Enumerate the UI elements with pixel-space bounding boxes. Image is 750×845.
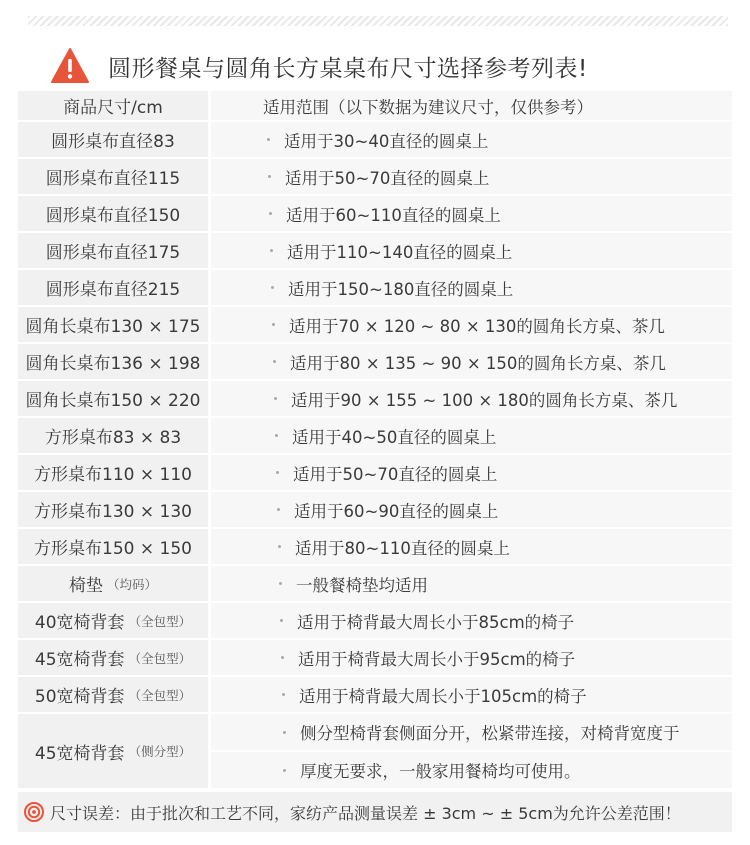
size-note: （全包型） (128, 687, 192, 703)
table-row (18, 159, 732, 194)
bullet-icon (283, 731, 286, 734)
size-text: 圆角长桌布150 × 220 (25, 391, 201, 411)
table-row (18, 122, 732, 157)
table-row (18, 196, 732, 231)
range-cell (211, 640, 732, 675)
bullet-icon (276, 471, 279, 474)
table-row (18, 566, 732, 601)
bullet-icon (267, 138, 270, 141)
size-cell (18, 233, 208, 268)
size-cell (18, 492, 208, 527)
bullet-icon (270, 249, 273, 252)
bullet-icon (273, 360, 276, 363)
bullet-icon (281, 656, 284, 659)
table-row (18, 529, 732, 564)
range-cell (211, 270, 732, 305)
page-header (50, 44, 588, 88)
range-cell (211, 381, 732, 416)
size-cell (18, 270, 208, 305)
table-row (18, 307, 732, 342)
table-row (18, 233, 732, 268)
range-cell (211, 307, 732, 342)
table-body (18, 122, 732, 712)
range-text: 适用于90 × 155 ~ 100 × 180的圆角长方桌、茶几 (291, 390, 678, 410)
size-text: 圆形桌布直径115 (45, 169, 181, 189)
table-header-row (18, 91, 732, 120)
size-note: （均码） (106, 576, 157, 592)
range-cell (211, 677, 732, 712)
bullet-icon (272, 323, 275, 326)
range-cell (211, 418, 732, 453)
range-text: 适用于150~180直径的圆桌上 (288, 279, 514, 299)
bullet-icon (283, 769, 286, 772)
table-row (18, 640, 732, 675)
range-text: 适用于50~70直径的圆桌上 (285, 168, 490, 188)
target-icon (24, 802, 44, 822)
table-row (18, 270, 732, 305)
range-cell (211, 233, 732, 268)
bullet-icon (268, 175, 271, 178)
size-cell (18, 122, 208, 157)
range-text: 适用于60~110直径的圆桌上 (286, 205, 501, 225)
range-text: 适用于80 × 135 ~ 90 × 150的圆角长方桌、茶几 (290, 353, 666, 373)
range-cell (211, 566, 732, 601)
footer-text: 尺寸误差：由于批次和工艺不同，家纺产品测量误差 ± 3cm ~ ± 5cm为允许公差范围！ (50, 803, 681, 823)
size-cell (18, 529, 208, 564)
bullet-icon (269, 212, 272, 215)
column-header-size: 商品尺寸/cm (18, 91, 208, 120)
range-cell (211, 603, 732, 638)
bullet-icon (271, 286, 274, 289)
size-cell (18, 714, 208, 788)
size-text: 圆角长桌布130 × 175 (25, 317, 201, 337)
size-text: 椅垫 (68, 576, 103, 596)
range-text: 适用于110~140直径的圆桌上 (287, 242, 513, 262)
range-text: 适用于60~90直径的圆桌上 (294, 501, 499, 521)
range-cell (211, 492, 732, 527)
range-cell (211, 529, 732, 564)
warning-triangle-icon (50, 47, 90, 85)
size-text: 方形桌布150 × 150 (34, 539, 192, 559)
range-text: 适用于80~110直径的圆桌上 (295, 538, 510, 558)
range-cell (211, 455, 732, 490)
bullet-icon (282, 693, 285, 696)
size-text: 45宽椅背套 (34, 650, 125, 670)
range-text: 适用于椅背最大周长小于95cm的椅子 (298, 649, 576, 669)
size-cell (18, 307, 208, 342)
size-cell (18, 566, 208, 601)
size-reference-table (18, 91, 732, 788)
size-text: 40宽椅背套 (34, 613, 125, 633)
size-text: 方形桌布110 × 110 (34, 465, 192, 485)
bullet-icon (279, 582, 282, 585)
range-text: 适用于30~40直径的圆桌上 (284, 131, 489, 151)
bullet-icon (280, 619, 283, 622)
page-title: 圆形餐桌与圆角长方桌桌布尺寸选择参考列表! (108, 55, 588, 82)
size-cell (18, 677, 208, 712)
range-text: 一般餐椅垫均适用 (296, 575, 428, 595)
range-cell (211, 714, 732, 750)
size-cell (18, 381, 208, 416)
bullet-icon (277, 508, 280, 511)
size-text: 圆形桌布直径215 (45, 280, 181, 300)
size-cell (18, 418, 208, 453)
range-text: 适用于70 × 120 ~ 80 × 130的圆角长方桌、茶几 (289, 316, 665, 336)
size-cell (18, 455, 208, 490)
size-text: 方形桌布83 × 83 (44, 428, 182, 448)
table-row (18, 603, 732, 638)
size-text: 圆形桌布直径83 (51, 132, 175, 152)
size-cell (18, 196, 208, 231)
range-text: 适用于50~70直径的圆桌上 (293, 464, 498, 484)
range-cell (211, 344, 732, 379)
table-row (18, 344, 732, 379)
range-cell (211, 159, 732, 194)
range-text: 侧分型椅背套侧面分开，松紧带连接，对椅背宽度于 (300, 724, 680, 743)
merged-range-group (211, 714, 732, 788)
size-cell (18, 344, 208, 379)
bullet-icon (274, 397, 277, 400)
decorative-stripe (28, 16, 728, 26)
range-cell (211, 122, 732, 157)
size-cell (18, 640, 208, 675)
bullet-icon (275, 434, 278, 437)
size-text: 45宽椅背套 (34, 743, 125, 764)
table-row (18, 677, 732, 712)
range-text: 厚度无要求，一般家用餐椅均可使用。 (300, 762, 581, 781)
column-header-range: 适用范围（以下数据为建议尺寸，仅供参考） (211, 91, 732, 120)
size-note: （全包型） (128, 650, 192, 666)
size-cell (18, 603, 208, 638)
range-cell (211, 752, 732, 788)
size-text: 方形桌布130 × 130 (34, 502, 192, 522)
footer-note (18, 792, 732, 832)
size-text: 圆形桌布直径175 (45, 243, 181, 263)
table-row (18, 418, 732, 453)
bullet-icon (278, 545, 281, 548)
table-row (18, 381, 732, 416)
size-note: （全包型） (128, 613, 192, 629)
range-cell (211, 196, 732, 231)
table-row (18, 455, 732, 490)
size-text: 50宽椅背套 (34, 687, 125, 707)
range-text: 适用于椅背最大周长小于85cm的椅子 (297, 612, 575, 632)
range-text: 适用于40~50直径的圆桌上 (292, 427, 497, 447)
size-text: 圆形桌布直径150 (45, 206, 181, 226)
range-text: 适用于椅背最大周长小于105cm的椅子 (299, 686, 587, 706)
size-text: 圆角长桌布136 × 198 (25, 354, 201, 374)
table-row-merged (18, 714, 732, 788)
size-note: （侧分型） (128, 744, 192, 759)
table-row (18, 492, 732, 527)
size-cell (18, 159, 208, 194)
